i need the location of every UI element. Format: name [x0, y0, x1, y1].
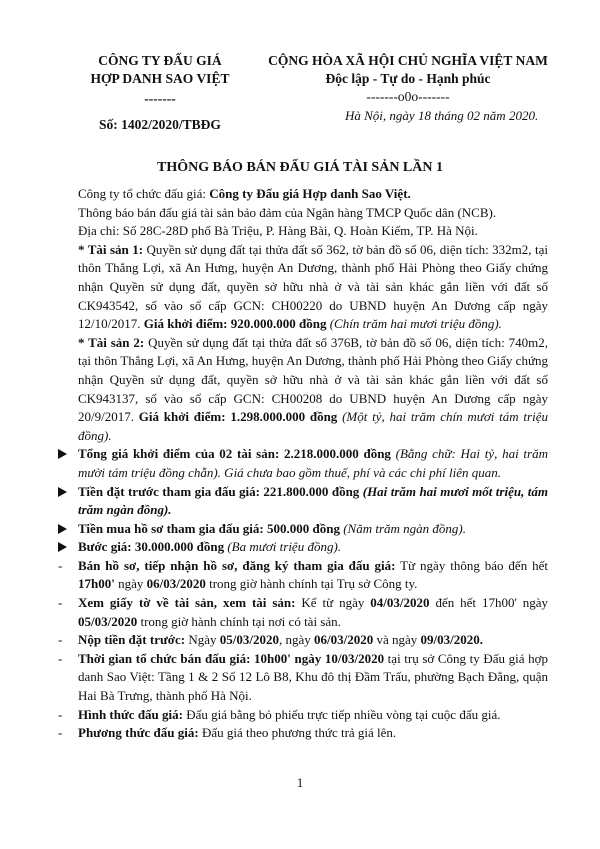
asset-1: * Tài sản 1: Quyền sử dụng đất tại thửa đất số 362, tờ bản đồ số 06, diện tích: 332m2, tại thôn Thắng Lợi, xã An Hưng, huyện An Dương, thành phố Hải Phòng theo Giấy chứng nhận Quyền sử dụng đất, quyền sở hữu nhà ở và tài sản khác gắn liền với đất số CK943542, số vào sổ cấp GCN: CH00220 do UBND huyện An Dương cấp ngày 12/10/2017. Giá khởi điểm: 920.000.000 đồng (Chín trăm hai mươi triệu đồng). — [78, 241, 548, 332]
page-number: 1 — [296, 775, 304, 790]
national-divider: -------o0o------- — [366, 89, 450, 104]
auction-form-item: - Hình thức đấu giá: Đấu giá bằng bỏ phiếu trực tiếp nhiều vòng tại cuộc đấu giá. — [78, 706, 548, 725]
bid-step-item: Bước giá: 30.000.000 đồng (Ba mươi triệu đồng). — [78, 538, 548, 557]
document-body — [58, 183, 548, 743]
organizer-name: Công ty Đấu giá Hợp danh Sao Việt. — [209, 186, 411, 201]
organizer-line: Công ty tổ chức đấu giá: Công ty Đấu giá Hợp danh Sao Việt. — [78, 186, 411, 201]
asset-viewing-item: - Xem giấy tờ về tài sản, xem tài sản: Kể từ ngày 04/03/2020 đến hết 17h00' ngày 05/03/2020 trong giờ hành chính tại nơi có tài sản. — [58, 595, 548, 629]
arrow-bullet-icon — [58, 487, 67, 497]
dossier-fee-item: Tiền mua hồ sơ tham gia đấu giá: 500.000 đồng (Năm trăm ngàn đồng). — [78, 520, 548, 539]
asset-1-price: Giá khởi điểm: 920.000.000 đồng — [143, 316, 327, 332]
company-divider: ------- — [144, 91, 176, 106]
dash-bullet: - — [58, 595, 63, 611]
dash-bullet: - — [58, 632, 63, 648]
company-header — [60, 52, 260, 134]
total-price-item: Tổng giá khởi điểm của 02 tài sản: 2.218.000.000 đồng (Bằng chữ: Hai tỷ, hai trăm mười tám triệu đồng chẵn). Giá chưa bao gồm thuế, phí và các chi phí liên quan. — [78, 445, 548, 482]
auction-method-item: - Phương thức đấu giá: Đấu giá theo phương thức trả giá lên. — [78, 724, 548, 743]
auction-time-item: - Thời gian tổ chức bán đấu giá: 10h00' ngày 10/03/2020 tại trụ sở Công ty Đấu giá hợp danh Sao Việt: Tầng 1 & 2 Số 12 Lô B8, Khu đô thị Đầm Trấu, phường Bạch Đằng, quận Hai Bà Trưng, thành phố Hà Nội. — [58, 650, 548, 704]
arrow-bullet-icon — [58, 542, 67, 552]
document-number: Số: 1402/2020/TBĐG — [99, 117, 221, 132]
address-line: Địa chỉ: Số 28C-28D phố Bà Triệu, P. Hàng Bài, Q. Hoàn Kiếm, TP. Hà Nội. — [78, 223, 478, 239]
national-title: CỘNG HÒA XÃ HỘI CHỦ NGHĨA VIỆT NAM — [268, 53, 548, 68]
asset-2-price: Giá khởi điểm: 1.298.000.000 đồng — [138, 409, 338, 425]
dash-bullet: - — [58, 706, 63, 722]
dossier-sale-item: - Bán hồ sơ, tiếp nhận hồ sơ, đăng ký tham gia đấu giá: Từ ngày thông báo đến hết 17h00' ngày 06/03/2020 trong giờ hành chính tại Trụ sở Công ty. — [58, 557, 548, 592]
company-name-line1: CÔNG TY ĐẤU GIÁ — [98, 53, 222, 68]
arrow-bullet-icon — [58, 524, 67, 534]
document-title: THÔNG BÁO BÁN ĐẤU GIÁ TÀI SẢN LẦN 1 — [156, 160, 443, 175]
document-date: Hà Nội, ngày 18 tháng 02 năm 2020. — [345, 108, 539, 123]
dash-bullet: - — [58, 650, 63, 666]
dash-bullet: - — [58, 725, 63, 741]
deposit-item: Tiền đặt trước tham gia đấu giá: 221.800.000 đồng (Hai trăm hai mươi mốt triệu, tám trăm ngàn đồng). — [78, 483, 548, 520]
asset-2: * Tài sản 2: Quyền sử dụng đất tại thửa đất số 376B, tờ bản đồ số 06, diện tích: 740m2, tại thôn Thắng Lợi, xã An Hưng, huyện An Dương, thành phố Hải Phòng theo Giấy chứng nhận Quyền sử dụng đất, quyền sở hữu nhà ở và tài sản khác gắn liền với đất số CK943137, số vào sổ cấp GCN: CH00208 do UBND huyện An Dương cấp ngày 20/9/2017. Giá khởi điểm: 1.298.000.000 đồng (Một tỷ, hai trăm chín mươi tám triệu đồng). — [78, 334, 548, 443]
arrow-bullet-icon — [58, 449, 67, 459]
notice-line: Thông báo bán đấu giá tài sản bảo đảm của Ngân hàng TMCP Quốc dân (NCB). — [78, 204, 497, 220]
company-name-line2: HỢP DANH SAO VIỆT — [90, 71, 230, 86]
dash-bullet: - — [58, 557, 63, 573]
national-motto: Độc lập - Tự do - Hạnh phúc — [325, 71, 491, 86]
national-header — [258, 52, 558, 106]
deposit-payment-item: - Nộp tiền đặt trước: Ngày 05/03/2020, ngày 06/03/2020 và ngày 09/03/2020. — [78, 631, 548, 650]
